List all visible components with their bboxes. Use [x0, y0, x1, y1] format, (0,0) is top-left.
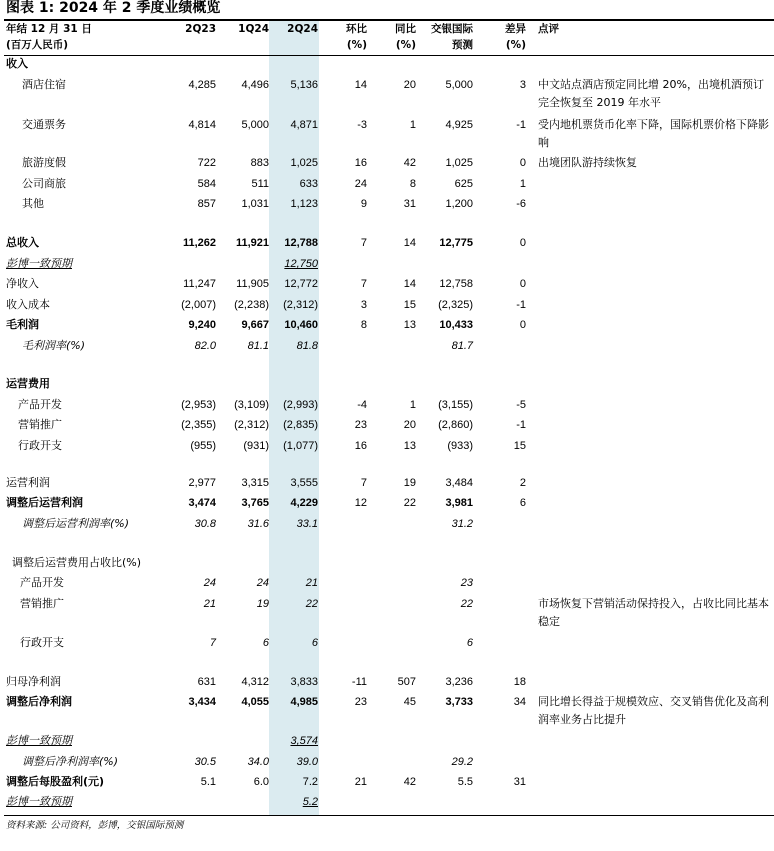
- table-cell: 11,921: [235, 237, 269, 249]
- table-cell: 13: [403, 319, 416, 331]
- table-cell: 1,025: [290, 157, 318, 169]
- row-label: 彭博一致预期: [6, 795, 72, 808]
- table-cell: 18: [513, 676, 526, 688]
- table-cell: 8: [409, 178, 416, 190]
- table-cell: 4,496: [241, 79, 269, 91]
- row-label: 归母净利润: [6, 675, 61, 688]
- row-label: 净收入: [6, 277, 39, 290]
- row-label: 交通票务: [22, 118, 66, 131]
- table-cell: 22: [305, 598, 318, 610]
- table-cell: -1: [516, 419, 526, 431]
- table-cell: 3,555: [290, 477, 318, 489]
- row-label: 彭博一致预期: [6, 257, 72, 270]
- row-label: 调整后运营利润: [6, 496, 83, 509]
- row-label: 毛利润率(%): [22, 339, 86, 352]
- row-label: 调整后运营利润率(%): [22, 517, 130, 530]
- row-label: 产品开发: [18, 398, 62, 411]
- row-label: 旅游度假: [22, 156, 66, 169]
- table-cell: -6: [516, 198, 526, 210]
- table-cell: 12,758: [439, 278, 473, 290]
- table-cell: 19: [403, 477, 416, 489]
- table-cell: 3,574: [290, 735, 318, 747]
- row-label: 毛利润: [6, 318, 39, 331]
- row-label: 调整后每股盈利(元): [6, 775, 105, 788]
- header-label-line1: 年结 12 月 31 日: [6, 23, 92, 35]
- table-cell: -11: [351, 676, 367, 688]
- table-cell: (2,312): [283, 299, 318, 311]
- table-cell: 3,236: [445, 676, 473, 688]
- table-cell: 31.6: [247, 518, 269, 530]
- table-cell: 0: [519, 278, 526, 290]
- table-cell: 4,285: [188, 79, 216, 91]
- table-cell: 3,733: [445, 696, 473, 708]
- table-cell: 31.2: [451, 518, 473, 530]
- table-cell: 8: [360, 319, 367, 331]
- table-cell: 22: [403, 497, 416, 509]
- table-cell: 81.8: [296, 340, 318, 352]
- table-cell: (2,835): [283, 419, 318, 431]
- table-cell: 3: [519, 79, 526, 91]
- table-cell: 857: [197, 198, 216, 210]
- table-cell: 9,240: [188, 319, 216, 331]
- table-cell: 12,772: [284, 278, 318, 290]
- table-cell: 584: [197, 178, 216, 190]
- table-cell: 10,460: [284, 319, 318, 331]
- table-cell: 3,434: [188, 696, 216, 708]
- table-cell: 45: [403, 696, 416, 708]
- table-cell: 11,247: [183, 278, 216, 290]
- table-cell: 24: [354, 178, 367, 190]
- header-comment: 点评: [538, 23, 559, 35]
- table-cell: 11,905: [236, 278, 269, 290]
- row-label: 运营利润: [6, 476, 50, 489]
- table-cell: 1,200: [445, 198, 473, 210]
- table-cell: (2,993): [283, 399, 318, 411]
- table-cell: 722: [197, 157, 216, 169]
- table-cell: 4,871: [290, 119, 318, 131]
- table-cell: 883: [250, 157, 269, 169]
- header-col-4-line2: (%): [346, 39, 367, 51]
- table-cell: 4,229: [290, 497, 318, 509]
- table-cell: -5: [516, 399, 526, 411]
- row-label: 行政开支: [18, 439, 62, 452]
- table-cell: 12,775: [439, 237, 473, 249]
- table-cell: 16: [354, 157, 367, 169]
- table-cell: 13: [403, 440, 416, 452]
- table-cell: 42: [403, 776, 416, 788]
- table-cell: 14: [354, 79, 367, 91]
- table-cell: 6: [466, 637, 473, 649]
- table-cell: (1,077): [283, 440, 318, 452]
- comment-text: 出境团队游持续恢复: [538, 156, 637, 169]
- table-cell: 5.1: [200, 776, 216, 788]
- table-cell: 511: [251, 178, 269, 190]
- table-cell: 33.1: [296, 518, 318, 530]
- table-cell: 31: [513, 776, 526, 788]
- table-cell: 4,312: [241, 676, 269, 688]
- table-cell: 0: [519, 157, 526, 169]
- table-cell: 30.5: [194, 756, 216, 768]
- table-cell: 4,925: [445, 119, 473, 131]
- table-cell: 7: [360, 237, 367, 249]
- table-cell: 1,025: [445, 157, 473, 169]
- row-label: 收入成本: [6, 298, 50, 311]
- table-cell: 30.8: [194, 518, 216, 530]
- row-label: 彭博一致预期: [6, 734, 72, 747]
- row-label: 行政开支: [20, 636, 64, 649]
- header-col-6-line1: 交银国际: [431, 23, 473, 35]
- table-cell: 24: [256, 577, 269, 589]
- table-cell: 3,765: [241, 497, 269, 509]
- table-cell: 29.2: [451, 756, 473, 768]
- row-label: 营销推广: [20, 597, 64, 610]
- table-cell: 34: [513, 696, 526, 708]
- table-cell: 20: [403, 79, 416, 91]
- header-col-7-line1: 差异: [505, 23, 526, 35]
- header-col-6-line2: 预测: [452, 39, 473, 51]
- row-label: 调整后净利润: [6, 695, 72, 708]
- table-cell: 23: [354, 696, 367, 708]
- table-cell: 81.7: [451, 340, 473, 352]
- comment-text: 受内地机票货币化率下降，国际机票价格下降影响: [538, 118, 769, 149]
- table-cell: 7: [360, 477, 367, 489]
- comment-text: 同比增长得益于规模效应、交叉销售优化及高利润率业务占比提升: [538, 695, 769, 726]
- table-cell: (2,953): [181, 399, 216, 411]
- table-cell: -4: [357, 399, 367, 411]
- header-col-3-line1: 2Q24: [287, 23, 318, 35]
- table-cell: (2,355): [181, 419, 216, 431]
- table-cell: 4,055: [241, 696, 269, 708]
- table-cell: 12,750: [284, 258, 318, 270]
- table-cell: 3: [360, 299, 367, 311]
- table-cell: 633: [299, 178, 318, 190]
- table-cell: 21: [203, 598, 216, 610]
- table-cell: 5.2: [302, 796, 318, 808]
- table-cell: 0: [519, 319, 526, 331]
- table-cell: 21: [354, 776, 367, 788]
- table-cell: 11,262: [182, 237, 216, 249]
- page-title: 图表 1: 2024 年 2 季度业绩概览: [6, 0, 221, 16]
- header-label-line2: (百万人民币): [6, 39, 69, 51]
- source-note: 资料来源: 公司资料，彭博，交银国际预测: [6, 820, 184, 831]
- table-cell: (2,238): [234, 299, 269, 311]
- table-cell: 82.0: [194, 340, 216, 352]
- table-cell: 6: [262, 637, 269, 649]
- table-cell: 2,977: [188, 477, 216, 489]
- row-label: 调整后运营费用占收比(%): [12, 556, 142, 569]
- table-cell: 24: [203, 577, 216, 589]
- table-cell: 23: [460, 577, 473, 589]
- table-cell: 31: [403, 198, 416, 210]
- table-cell: 2: [519, 477, 526, 489]
- bottom-rule: [4, 815, 774, 816]
- table-cell: (2,007): [181, 299, 216, 311]
- header-col-2-line1: 1Q24: [238, 23, 269, 35]
- table-cell: 15: [403, 299, 416, 311]
- table-cell: 22: [460, 598, 473, 610]
- table-cell: 4,814: [188, 119, 216, 131]
- table-cell: 1: [519, 178, 526, 190]
- table-cell: (955): [190, 440, 216, 452]
- table-cell: 5,000: [445, 79, 473, 91]
- table-cell: 12: [354, 497, 367, 509]
- table-cell: (2,325): [438, 299, 473, 311]
- table-cell: -1: [516, 119, 526, 131]
- table-cell: 6: [311, 637, 318, 649]
- table-cell: 42: [403, 157, 416, 169]
- table-cell: 4,985: [290, 696, 318, 708]
- table-cell: 10,433: [439, 319, 473, 331]
- table-cell: 0: [519, 237, 526, 249]
- row-label: 酒店住宿: [22, 78, 66, 91]
- table-cell: 7.2: [302, 776, 318, 788]
- row-label: 产品开发: [20, 576, 64, 589]
- table-cell: 3,981: [445, 497, 473, 509]
- table-cell: 5,136: [290, 79, 318, 91]
- table-cell: 14: [403, 237, 416, 249]
- table-cell: 15: [513, 440, 526, 452]
- top-rule: [4, 19, 774, 21]
- table-cell: 19: [256, 598, 269, 610]
- header-col-5-line2: (%): [395, 39, 416, 51]
- table-cell: 81.1: [247, 340, 269, 352]
- table-cell: 5,000: [241, 119, 269, 131]
- table-cell: 12,788: [284, 237, 318, 249]
- table-cell: 14: [403, 278, 416, 290]
- table-cell: 3,315: [241, 477, 269, 489]
- table-cell: (2,312): [234, 419, 269, 431]
- comment-text: 市场恢复下营销活动保持投入，占收比同比基本稳定: [538, 597, 769, 628]
- table-cell: 507: [397, 676, 416, 688]
- table-cell: (2,860): [438, 419, 473, 431]
- table-cell: 20: [403, 419, 416, 431]
- table-cell: (933): [447, 440, 473, 452]
- header-col-5-line1: 同比: [395, 23, 416, 35]
- table-cell: 1: [409, 119, 416, 131]
- table-cell: 625: [454, 178, 473, 190]
- header-rule: [4, 55, 774, 56]
- table-cell: 9: [360, 198, 367, 210]
- table-cell: 1,031: [241, 198, 269, 210]
- row-label: 总收入: [6, 236, 39, 249]
- table-cell: 21: [305, 577, 318, 589]
- table-cell: 7: [360, 278, 367, 290]
- row-label: 运营费用: [6, 377, 50, 390]
- table-cell: 6.0: [253, 776, 269, 788]
- header-col-4-line1: 环比: [346, 23, 367, 35]
- row-label: 调整后净利润率(%): [22, 755, 119, 768]
- table-cell: -1: [516, 299, 526, 311]
- table-cell: (931): [243, 440, 269, 452]
- comment-text: 中文站点酒店预定同比增 20%，出境机酒预订完全恢复至 2019 年水平: [538, 78, 764, 109]
- table-cell: 631: [197, 676, 216, 688]
- row-label: 营销推广: [18, 418, 62, 431]
- table-cell: 3,474: [188, 497, 216, 509]
- table-cell: 3,484: [445, 477, 473, 489]
- table-cell: 1: [409, 399, 416, 411]
- table-cell: 23: [354, 419, 367, 431]
- table-cell: -3: [357, 119, 367, 131]
- table-cell: 1,123: [290, 198, 318, 210]
- table-cell: 16: [354, 440, 367, 452]
- table-cell: 9,667: [241, 319, 269, 331]
- table-cell: (3,155): [438, 399, 473, 411]
- row-label: 公司商旅: [22, 177, 66, 190]
- table-cell: 34.0: [247, 756, 269, 768]
- row-label: 收入: [6, 57, 28, 70]
- row-label: 其他: [22, 197, 44, 210]
- table-cell: 7: [209, 637, 216, 649]
- table-cell: 5.5: [457, 776, 473, 788]
- table-cell: 6: [519, 497, 526, 509]
- table-cell: (3,109): [234, 399, 269, 411]
- table-cell: 3,833: [290, 676, 318, 688]
- table-cell: 39.0: [296, 756, 318, 768]
- header-col-7-line2: (%): [505, 39, 526, 51]
- header-col-1-line1: 2Q23: [185, 23, 216, 35]
